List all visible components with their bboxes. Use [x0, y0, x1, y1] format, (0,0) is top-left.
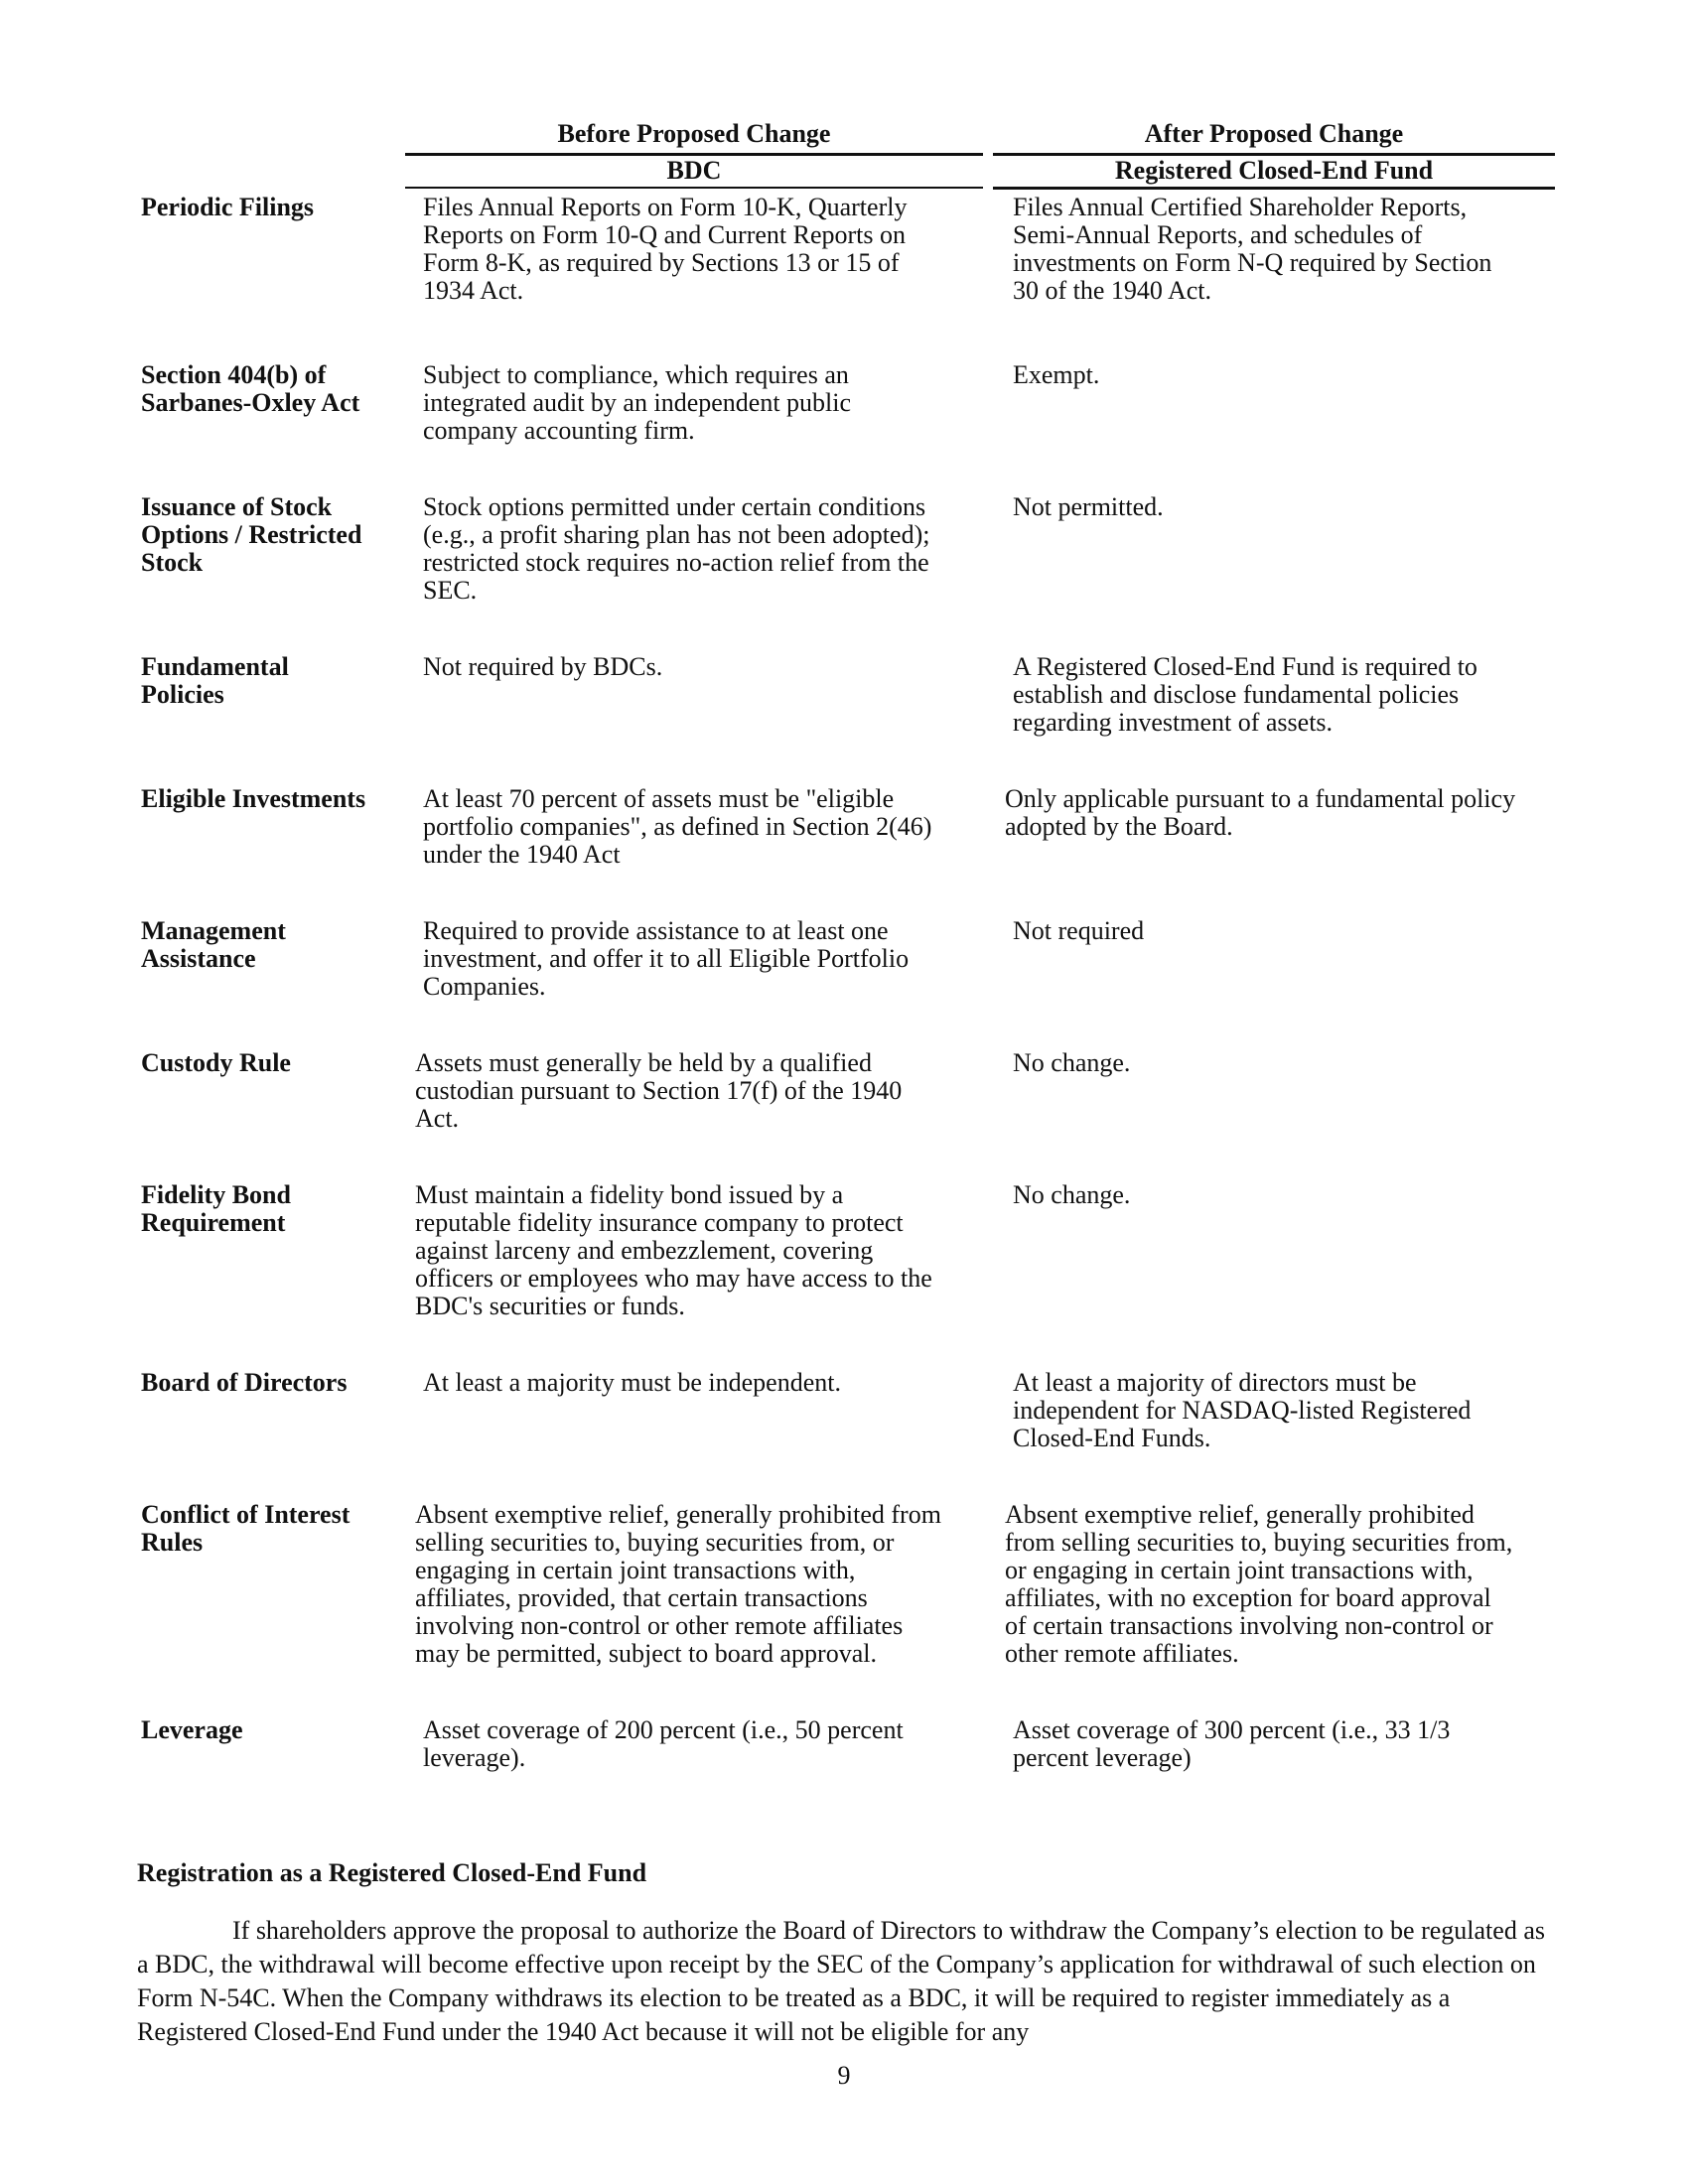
row-label: Conflict of Interest Rules	[141, 1500, 351, 1557]
bdc-cell: Asset coverage of 200 percent (i.e., 50 percent leverage).	[423, 1715, 904, 1772]
row-label: Section 404(b) of Sarbanes-Oxley Act	[141, 360, 360, 417]
row-label: Eligible Investments	[141, 784, 366, 813]
row-label: Fundamental Policies	[141, 652, 289, 709]
bdc-header-rule	[405, 187, 983, 189]
bdc-cell: Must maintain a fidelity bond issued by a reputable fidelity insurance company to protect against larceny and embezzlement, covering officers or employees who may have access to the BDC's securities or funds.	[415, 1180, 932, 1320]
bdc-cell: Subject to compliance, which requires an integrated audit by an independent public company accounting firm.	[423, 360, 852, 445]
bdc-cell: Assets must generally be held by a qualified custodian pursuant to Section 17(f) of the 1940 Act.	[415, 1048, 903, 1133]
row-label: Periodic Filings	[141, 193, 315, 221]
bdc-column-header: BDC	[666, 156, 722, 185]
registered-fund-column-header: Registered Closed-End Fund	[1114, 156, 1434, 185]
bdc-cell: At least 70 percent of assets must be "eligible portfolio companies", as defined in Section 2(46) under the 1940 Act	[423, 784, 932, 869]
registered-fund-cell: A Registered Closed-End Fund is required to establish and disclose fundamental policies regarding investment of assets.	[1013, 652, 1477, 737]
registered-fund-cell: Not required	[1013, 916, 1145, 945]
after-change-header: After Proposed Change	[1144, 119, 1404, 148]
registered-fund-header-rule	[993, 187, 1555, 190]
row-label: Issuance of Stock Options / Restricted Stock	[141, 492, 362, 577]
bdc-cell: Absent exemptive relief, generally prohibited from selling securities to, buying securities from, or engaging in certain joint transactions with, affiliates, provided, that certain transactions involving non-control or other remote affiliates may be permitted, subject to board approval.	[415, 1500, 941, 1668]
bdc-cell: Required to provide assistance to at least one investment, and offer it to all Eligible Portfolio Companies.	[423, 916, 910, 1001]
section-heading: Registration as a Registered Closed-End Fund	[137, 1858, 647, 1887]
registered-fund-cell: Not permitted.	[1013, 492, 1164, 521]
row-label: Board of Directors	[141, 1368, 348, 1397]
row-label: Leverage	[141, 1715, 243, 1744]
registered-fund-cell: No change.	[1013, 1180, 1131, 1209]
page-number: 9	[837, 2061, 851, 2090]
before-change-header: Before Proposed Change	[557, 119, 831, 148]
registered-fund-cell: Only applicable pursuant to a fundamental policy adopted by the Board.	[1005, 784, 1516, 841]
registered-fund-cell: Asset coverage of 300 percent (i.e., 33 1/3 percent leverage)	[1013, 1715, 1451, 1772]
registered-fund-cell: No change.	[1013, 1048, 1131, 1077]
bdc-cell: At least a majority must be independent.	[423, 1368, 841, 1397]
row-label: Management Assistance	[141, 916, 286, 973]
registered-fund-cell: Exempt.	[1013, 360, 1100, 389]
row-label: Fidelity Bond Requirement	[141, 1180, 291, 1237]
bdc-cell: Files Annual Reports on Form 10-K, Quarterly Reports on Form 10-Q and Current Reports on Form 8-K, as required by Sections 13 or 15 of 1934 Act.	[423, 193, 908, 305]
paragraph-text: If shareholders approve the proposal to authorize the Board of Directors to withdraw the Company’s election to be regulated as a BDC, the withdrawal will become effective upon receipt by the SEC of the Company’s application for withdrawal of such election on Form N-54C. When the Company withdraws its election to be treated as a BDC, it will be required to register immediately as a Registered Closed-End Fund under the 1940 Act because it will not be eligible for any	[137, 1916, 1545, 2046]
registered-fund-cell: At least a majority of directors must be independent for NASDAQ-listed Registered Closed-End Funds.	[1013, 1368, 1472, 1452]
body-paragraph	[137, 1914, 1557, 2049]
registered-fund-cell: Files Annual Certified Shareholder Reports, Semi-Annual Reports, and schedules of investments on Form N-Q required by Section 30 of the 1940 Act.	[1013, 193, 1492, 305]
registered-fund-cell: Absent exemptive relief, generally prohibited from selling securities to, buying securities from, or engaging in certain joint transactions with, affiliates, with no exception for board approval of certain transactions involving non-control or other remote affiliates.	[1005, 1500, 1513, 1668]
row-label: Custody Rule	[141, 1048, 291, 1077]
bdc-cell: Stock options permitted under certain conditions (e.g., a profit sharing plan has not been adopted); restricted stock requires no-action relief from the SEC.	[423, 492, 930, 605]
bdc-cell: Not required by BDCs.	[423, 652, 663, 681]
